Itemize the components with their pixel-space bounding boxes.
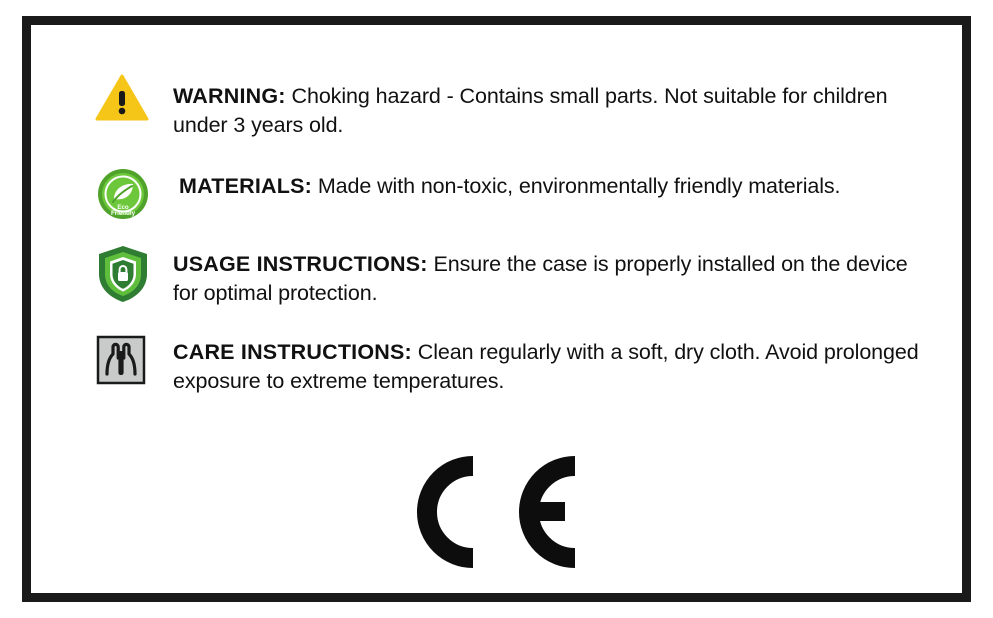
handle-with-care-icon	[95, 332, 173, 386]
care-row	[95, 332, 925, 396]
ce-mark-container	[0, 452, 993, 572]
label-content	[95, 72, 925, 406]
care-body: Clean regularly with a soft, dry cloth. Avoid prolonged exposure to extreme temperatures.	[173, 340, 919, 394]
ce-mark-icon	[407, 452, 587, 572]
svg-text:Eco: Eco	[117, 204, 129, 212]
warning-label: WARNING:	[173, 84, 286, 108]
svg-text:Friendly: Friendly	[110, 210, 136, 218]
warning-text	[173, 72, 925, 140]
warning-triangle-icon	[95, 72, 173, 122]
materials-body: Made with non-toxic, environmentally friendly materials.	[311, 174, 841, 199]
eco-friendly-leaf-icon	[95, 164, 173, 222]
materials-row	[95, 164, 925, 222]
usage-row	[95, 242, 925, 308]
usage-text	[173, 242, 925, 308]
materials-text	[173, 164, 925, 201]
warning-row	[95, 72, 925, 140]
warning-body: Choking hazard - Contains small parts. Not suitable for children under 3 years old.	[173, 84, 888, 138]
usage-body: Ensure the case is properly installed on the device for optimal protection.	[173, 252, 908, 306]
care-label: CARE INSTRUCTIONS:	[173, 340, 412, 365]
usage-label: USAGE INSTRUCTIONS:	[173, 252, 428, 277]
shield-protection-icon	[95, 242, 173, 304]
care-text	[173, 332, 925, 396]
materials-label: MATERIALS:	[179, 174, 312, 199]
